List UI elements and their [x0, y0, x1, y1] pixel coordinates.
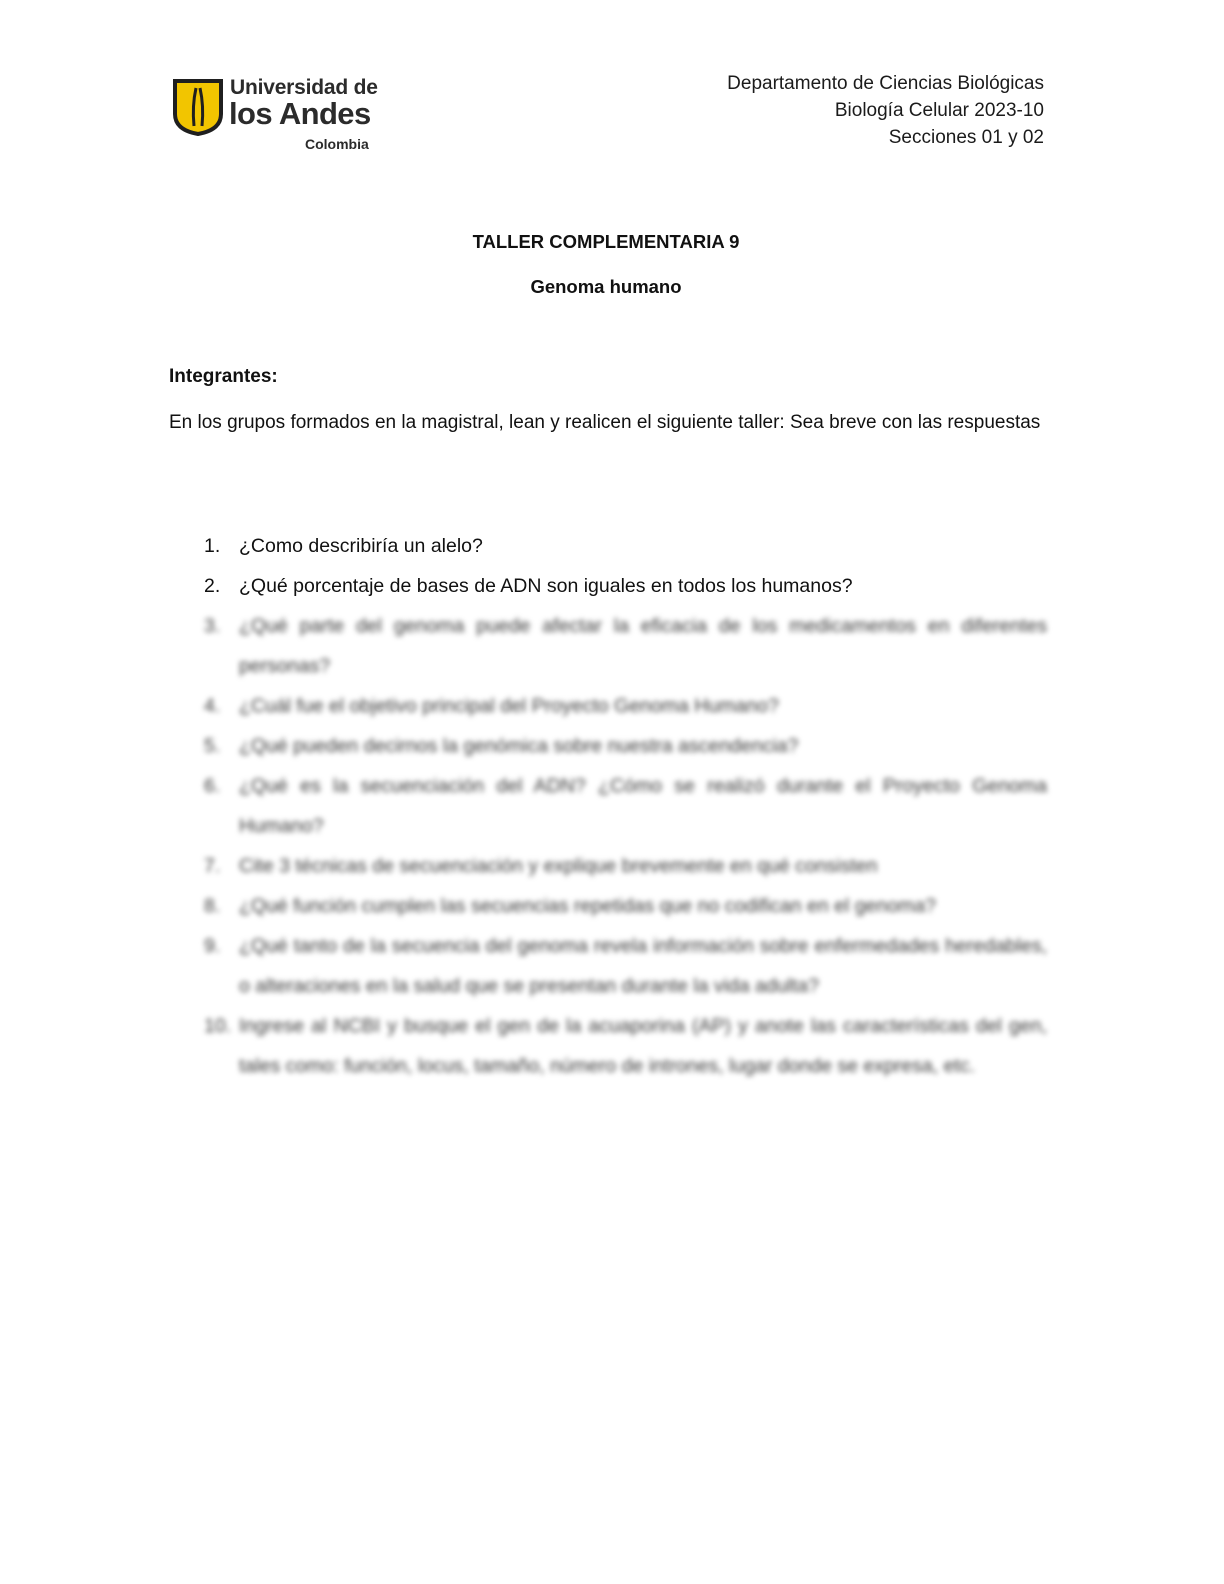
shield-icon — [172, 78, 224, 136]
question-item-blurred — [169, 766, 1047, 846]
question-list — [169, 526, 1047, 1086]
question-text: ¿Qué función cumplen las secuencias repetidas que no codifican en el genoma? — [239, 895, 937, 917]
question-number: 5. — [204, 735, 221, 757]
university-logo — [172, 76, 382, 158]
question-text: ¿Qué porcentaje de bases de ADN son iguales en todos los humanos? — [239, 575, 853, 597]
question-number: 6. — [204, 775, 221, 797]
question-item — [169, 566, 1047, 606]
question-text: ¿Qué tanto de la secuencia del genoma revela información sobre enfermedades heredables, o alteraciones en la salud que se presentan durante la vida adulta? — [239, 935, 1047, 997]
document-subtitle: Genoma humano — [530, 276, 682, 297]
question-item-blurred — [169, 686, 1047, 726]
question-text: Cite 3 técnicas de secuenciación y explique brevemente en qué consisten — [239, 855, 878, 877]
question-number: 3. — [204, 615, 221, 637]
question-item-blurred — [169, 606, 1047, 686]
question-number: 8. — [204, 895, 221, 917]
question-item-blurred — [169, 726, 1047, 766]
question-number: 9. — [204, 935, 221, 957]
department-name: Departamento de Ciencias Biológicas — [727, 73, 1044, 94]
members-label: Integrantes: — [169, 366, 278, 387]
question-item-blurred — [169, 846, 1047, 886]
question-item-blurred — [169, 926, 1047, 1006]
logo-text-line2: los Andes — [229, 96, 371, 131]
question-text: ¿Cuál fue el objetivo principal del Proyecto Genoma Humano? — [239, 695, 779, 717]
question-text: ¿Qué pueden decirnos la genómica sobre nuestra ascendencia? — [239, 735, 799, 757]
question-number: 4. — [204, 695, 221, 717]
question-number: 1. — [204, 535, 221, 557]
question-text: ¿Como describiría un alelo? — [239, 535, 483, 557]
question-text: Ingrese al NCBI y busque el gen de la acuaporina (AP) y anote las características del gen, tales como: función, locus, tamaño, número de intrones, lugar donde se expresa, etc. — [239, 1015, 1047, 1077]
question-number: 2. — [204, 575, 221, 597]
question-text: ¿Qué parte del genoma puede afectar la eficacia de los medicamentos en diferentes personas? — [239, 615, 1047, 677]
logo-text-line3: Colombia — [305, 136, 369, 152]
logo-text-line1: Universidad de — [230, 76, 378, 99]
question-item-blurred — [169, 1006, 1047, 1086]
instructions-paragraph: En los grupos formados en la magistral, lean y realicen el siguiente taller: Sea breve con las respuestas — [169, 412, 1041, 433]
course-name: Biología Celular 2023-10 — [834, 100, 1044, 121]
question-number: 10. — [204, 1015, 232, 1037]
question-text: ¿Qué es la secuenciación del ADN? ¿Cómo se realizó durante el Proyecto Genoma Humano? — [239, 775, 1047, 837]
header-info — [727, 70, 1044, 151]
question-item-blurred — [169, 886, 1047, 926]
question-item — [169, 526, 1047, 566]
document-title: TALLER COMPLEMENTARIA 9 — [472, 231, 740, 252]
question-number: 7. — [204, 855, 221, 877]
sections-label: Secciones 01 y 02 — [888, 127, 1044, 148]
